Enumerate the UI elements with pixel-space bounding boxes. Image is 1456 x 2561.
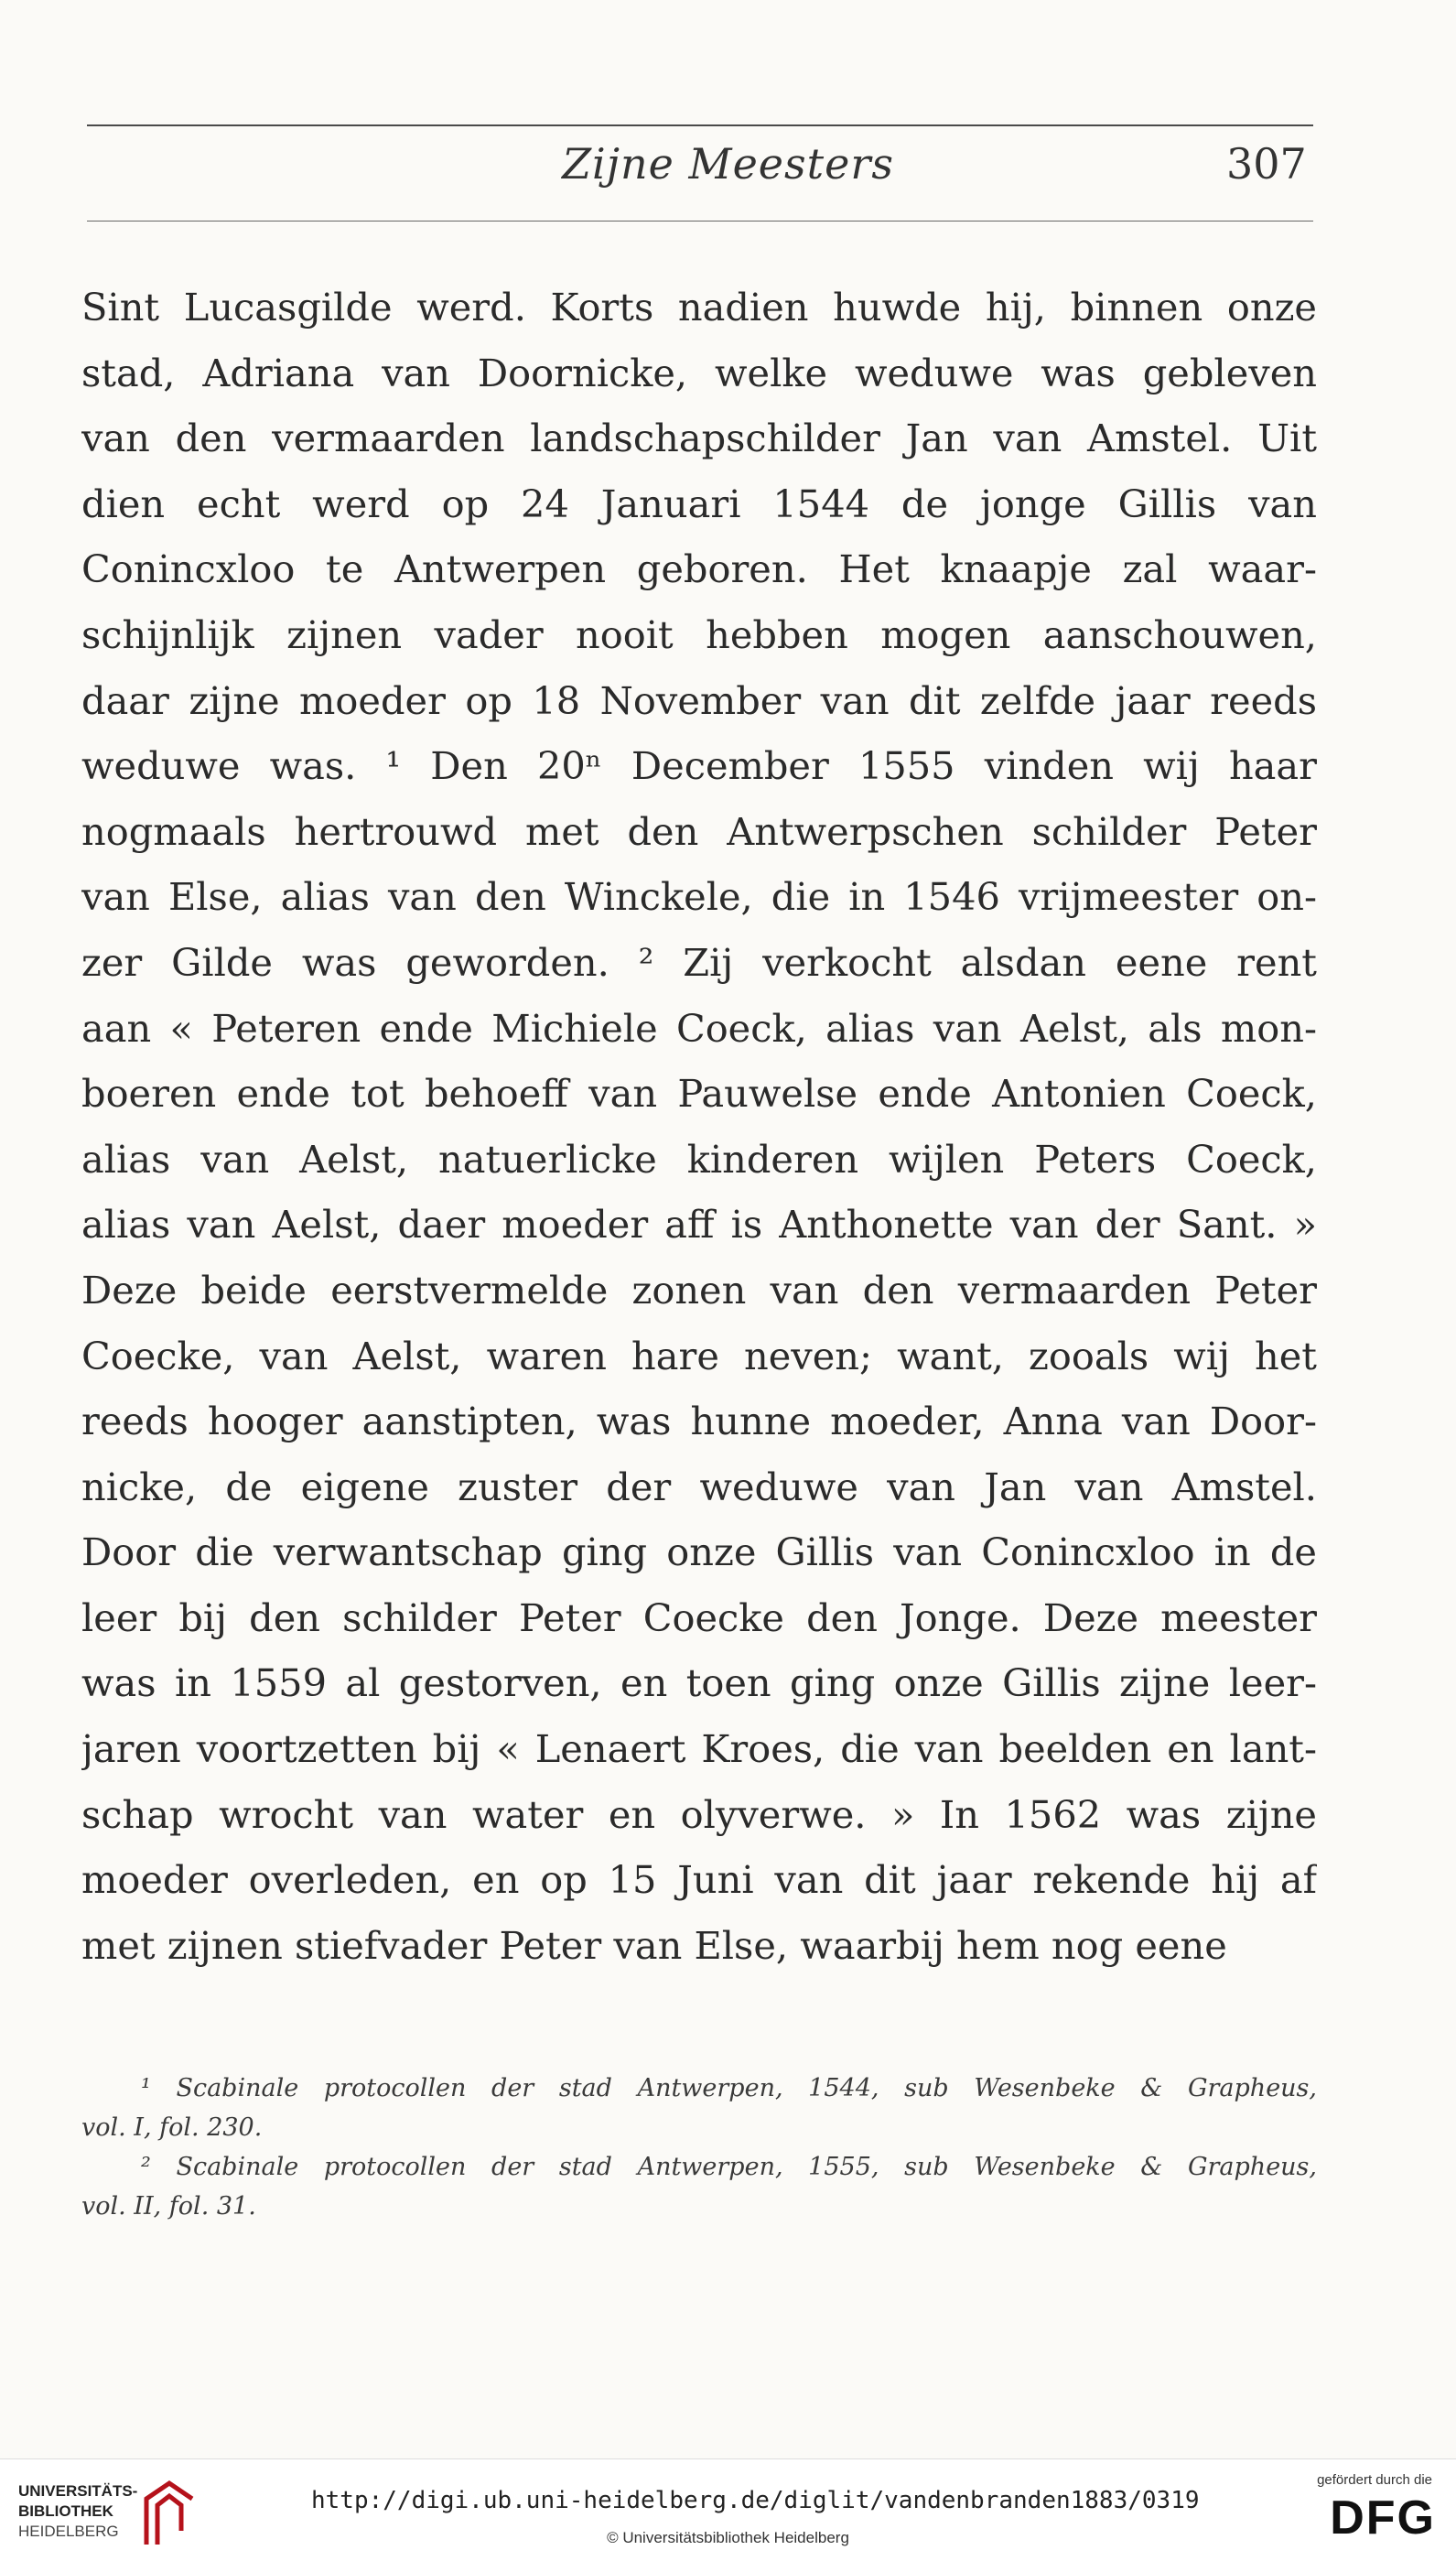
text-line: boeren ende tot behoeff van Pauwelse ende Antonien Coeck, <box>81 1071 1317 1117</box>
header-rule-bottom <box>87 221 1313 222</box>
body-text <box>81 275 1317 1978</box>
text-line: stad, Adriana van Doornicke, welke weduwe was gebleven <box>81 350 1317 395</box>
running-title: Zijne Meesters <box>562 139 894 189</box>
text-line: schap wrocht van water en olyverwe. » In 1562 was zijne <box>81 1791 1317 1837</box>
digitization-footer <box>0 2458 1456 2561</box>
text-line: van Else, alias van den Winckele, die in 1546 vrijmeester on- <box>81 874 1317 920</box>
footnote-2-line-1: ² Scabinale protocollen der stad Antwerpen, 1555, sub Wesenbeke & Grapheus, <box>141 2153 1317 2181</box>
text-line: aan « Peteren ende Michiele Coeck, alias van Aelst, als mon- <box>81 1005 1317 1051</box>
footnote-1-line-1: ¹ Scabinale protocollen der stad Antwerpen, 1544, sub Wesenbeke & Grapheus, <box>141 2074 1317 2102</box>
text-line: leer bij den schilder Peter Coecke den Jonge. Deze meester <box>81 1594 1317 1640</box>
library-name-1: UNIVERSITÄTS- <box>18 2482 138 2500</box>
text-line: Coecke, van Aelst, waren hare neven; want, zooals wij het <box>81 1333 1317 1378</box>
text-line: zer Gilde was geworden. ² Zij verkocht alsdan eene rent <box>81 939 1317 985</box>
text-line: jaren voortzetten bij « Lenaert Kroes, die van beelden en lant- <box>81 1726 1317 1772</box>
text-line: van den vermaarden landschapschilder Jan van Amstel. Uit <box>81 416 1317 461</box>
text-line: moeder overleden, en op 15 Juni van dit jaar rekende hij af <box>81 1857 1317 1903</box>
text-line: alias van Aelst, daer moeder aff is Anthonette van der Sant. » <box>81 1202 1317 1248</box>
text-line: Sint Lucasgilde werd. Korts nadien huwde hij, binnen onze <box>81 285 1317 330</box>
text-line: Conincxloo te Antwerpen geboren. Het knaapje zal waar- <box>81 546 1317 592</box>
text-line: weduwe was. ¹ Den 20ⁿ December 1555 vinden wij haar <box>81 743 1317 789</box>
text-line: was in 1559 al gestorven, en toen ging onze Gillis zijne leer- <box>81 1660 1317 1706</box>
text-line: dien echt werd op 24 Januari 1544 de jonge Gillis van <box>81 481 1317 526</box>
library-name-2: BIBLIOTHEK <box>18 2502 113 2520</box>
text-line: met zijnen stiefvader Peter van Else, waarbij hem nog eene <box>81 1922 1227 1968</box>
library-name-3: HEIDELBERG <box>18 2523 119 2540</box>
page-number: 307 <box>1226 139 1307 189</box>
copyright-notice: © Universitätsbibliothek Heidelberg <box>607 2529 849 2546</box>
footnote-1-line-2: vol. I, fol. 230. <box>81 2113 263 2142</box>
footnotes <box>81 2069 1317 2226</box>
permalink-url[interactable]: http://digi.ub.uni-heidelberg.de/diglit/vandenbranden1883/0319 <box>311 2487 1200 2514</box>
text-line: nogmaals hertrouwd met den Antwerpschen schilder Peter <box>81 808 1317 854</box>
text-line: daar zijne moeder op 18 November van dit zelfde jaar reeds <box>81 677 1317 723</box>
dfg-logo: DFG <box>1330 2491 1436 2545</box>
footnote-2-line-2: vol. II, fol. 31. <box>81 2192 256 2221</box>
text-line: Deze beide eerstvermelde zonen van den vermaarden Peter <box>81 1267 1317 1313</box>
header-rule-top <box>87 124 1313 126</box>
text-line: schijnlijk zijnen vader nooit hebben mogen aanschouwen, <box>81 611 1317 657</box>
funding-label: gefördert durch die <box>1317 2472 1432 2488</box>
text-line: alias van Aelst, natuerlicke kinderen wijlen Peters Coeck, <box>81 1136 1317 1182</box>
text-line: nicke, de eigene zuster der weduwe van Jan van Amstel. <box>81 1464 1317 1509</box>
text-line: Door die verwantschap ging onze Gillis van Conincxloo in de <box>81 1529 1317 1575</box>
text-line: reeds hooger aanstipten, was hunne moeder, Anna van Door- <box>81 1399 1317 1444</box>
